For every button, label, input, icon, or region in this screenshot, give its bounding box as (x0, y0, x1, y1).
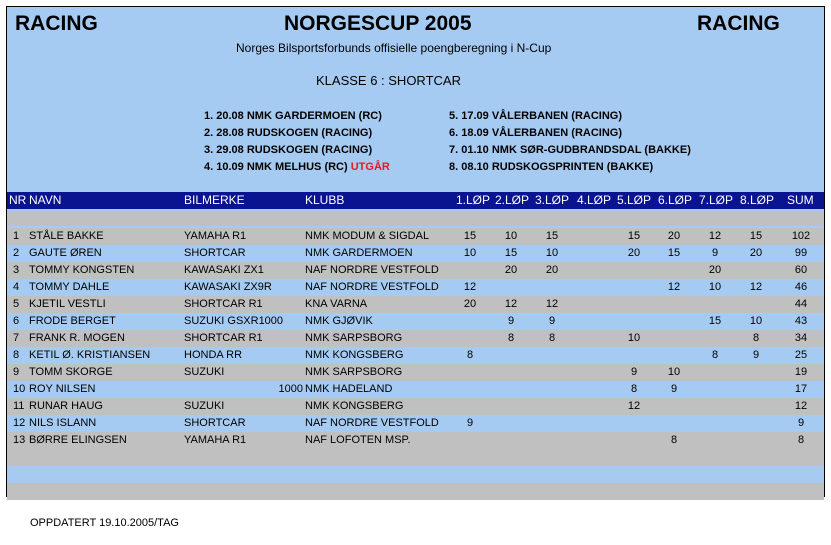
table-row (7, 330, 824, 347)
cell-klubb: NMK MODUM & SIGDAL (305, 230, 430, 242)
table-row (7, 347, 824, 364)
cell-klubb: NAF NORDRE VESTFOLD (305, 281, 439, 293)
col-lop-8: 8.LØP (740, 193, 775, 207)
cell-navn: TOMM SKORGE (29, 366, 113, 378)
cell-nr: 9 (13, 366, 20, 378)
cell-nr: 11 (13, 400, 25, 412)
cell-sum: 46 (794, 281, 808, 293)
cell-lop-1: 15 (463, 230, 477, 242)
cell-navn: KJETIL VESTLI (29, 298, 106, 310)
cell-lop-2: 12 (504, 298, 518, 310)
table-row (7, 262, 824, 279)
cell-lop-8: 9 (752, 349, 760, 361)
cell-bilmerke: SHORTCAR (184, 417, 246, 429)
cell-bilmerke: YAMAHA R1 (184, 434, 247, 446)
updated-label: OPPDATERT 19.10.2005/TAG (30, 517, 179, 529)
race-date: 28.08 (216, 127, 244, 139)
race-name: RUDSKOGSPRINTEN (BAKKE) (491, 161, 654, 173)
cell-sum: 25 (794, 349, 808, 361)
race-note: UTGÅR (350, 161, 390, 173)
cell-klubb: NAF NORDRE VESTFOLD (305, 417, 439, 429)
spacer-row (7, 211, 824, 226)
cell-lop-1: 20 (463, 298, 477, 310)
cell-bilmerke: SUZUKI (184, 366, 225, 378)
cell-lop-5: 15 (627, 230, 641, 242)
race-date: 20.08 (216, 110, 244, 122)
cell-navn: FRANK R. MOGEN (29, 332, 125, 344)
cell-navn: GAUTE ØREN (29, 247, 102, 259)
cell-lop-1: 12 (463, 281, 477, 293)
cell-bilmerke: SUZUKI (184, 400, 225, 412)
race-item (204, 144, 372, 156)
race-name: NMK MELHUS (RC) (246, 161, 348, 173)
col-lop-1: 1.LØP (456, 193, 491, 207)
race-name: NMK GARDERMOEN (RC) (246, 110, 382, 122)
col-navn: NAVN (29, 193, 62, 207)
race-number: 3. (204, 144, 214, 156)
cell-bilmerke: SHORTCAR (184, 247, 246, 259)
cell-klubb: NMK GJØVIK (305, 315, 373, 327)
cell-lop-1: 10 (463, 247, 477, 259)
col-lop-7: 7.LØP (699, 193, 734, 207)
cell-navn: ROY NILSEN (29, 383, 96, 395)
cell-nr: 12 (13, 417, 26, 429)
race-number: 1. (204, 110, 214, 122)
col-lop-2: 2.LØP (495, 193, 530, 207)
cell-nr: 2 (13, 247, 20, 259)
cell-navn: TOMMY KONGSTEN (29, 264, 135, 276)
col-klubb: KLUBB (305, 193, 345, 207)
cell-lop-7: 9 (711, 247, 719, 259)
cell-lop-3: 20 (545, 264, 559, 276)
race-item (449, 161, 653, 173)
race-name: RUDSKOGEN (RACING) (246, 144, 373, 156)
race-name: RUDSKOGEN (RACING) (246, 127, 373, 139)
cell-lop-2: 20 (504, 264, 518, 276)
cell-lop-6: 20 (667, 230, 681, 242)
cell-navn: RUNAR HAUG (29, 400, 103, 412)
race-date: 17.09 (461, 110, 489, 122)
table-row (7, 296, 824, 313)
cell-bilmerke: SHORTCAR R1 (184, 298, 263, 310)
race-name: VÅLERBANEN (RACING) (491, 110, 623, 122)
table-row (7, 381, 824, 398)
cell-lop-8: 20 (749, 247, 763, 259)
cell-klubb: KNA VARNA (305, 298, 368, 310)
cell-bilmerke: HONDA RR (184, 349, 243, 361)
col-lop-4: 4.LØP (577, 193, 612, 207)
cell-lop-5: 8 (630, 383, 638, 395)
cell-nr: 8 (13, 349, 20, 361)
cell-lop-5: 20 (627, 247, 641, 259)
cell-lop-3: 12 (545, 298, 559, 310)
cell-bilmerke: KAWASAKI ZX9R (184, 281, 272, 293)
cell-lop-3: 8 (548, 332, 556, 344)
cell-klubb: NMK KONGSBERG (305, 349, 404, 361)
cell-navn: FRODE BERGET (29, 315, 116, 327)
cell-lop-7: 20 (708, 264, 722, 276)
cell-lop-5: 10 (627, 332, 641, 344)
right-title: RACING (697, 12, 780, 35)
cell-lop-3: 15 (545, 230, 559, 242)
cell-navn: NILS ISLANN (29, 417, 97, 429)
cell-lop-6: 9 (670, 383, 678, 395)
cell-bilmerke: YAMAHA R1 (184, 230, 247, 242)
cell-lop-1: 8 (466, 349, 474, 361)
cell-klubb: NAF LOFOTEN MSP. (305, 434, 411, 446)
empty-row (7, 466, 824, 483)
cell-nr: 10 (13, 383, 26, 395)
cell-lop-2: 15 (504, 247, 518, 259)
table-row (7, 279, 824, 296)
race-date: 18.09 (461, 127, 489, 139)
cell-bilmerke: SHORTCAR R1 (184, 332, 263, 344)
subtitle: Norges Bilsportsforbunds offisielle poengberegning i N-Cup (236, 41, 552, 55)
cell-lop-8: 10 (749, 315, 763, 327)
race-number: 8. (449, 161, 459, 173)
cell-klubb: NAF NORDRE VESTFOLD (305, 264, 439, 276)
cell-klubb: NMK HADELAND (305, 383, 393, 395)
cell-lop-3: 10 (545, 247, 559, 259)
col-sum: SUM (787, 193, 814, 207)
cell-nr: 4 (13, 281, 20, 293)
race-number: 2. (204, 127, 214, 139)
cell-navn: BØRRE ELINGSEN (29, 434, 127, 446)
col-lop-5: 5.LØP (617, 193, 652, 207)
col-bilmerke: BILMERKE (184, 193, 245, 207)
cell-navn: KETIL Ø. KRISTIANSEN (29, 349, 151, 361)
race-item (449, 110, 622, 122)
cell-lop-1: 9 (466, 417, 474, 429)
cell-sum: 34 (794, 332, 808, 344)
cell-lop-7: 12 (708, 230, 722, 242)
col-nr: NR (9, 193, 27, 207)
table-row (7, 228, 824, 245)
race-number: 6. (449, 127, 459, 139)
race-date: 01.10 (461, 144, 489, 156)
race-date: 08.10 (461, 161, 489, 173)
left-title: RACING (15, 12, 98, 35)
empty-row (7, 483, 824, 500)
cell-sum: 17 (794, 383, 808, 395)
race-item (204, 161, 390, 173)
cell-lop-2: 9 (507, 315, 515, 327)
cell-sum: 102 (791, 230, 811, 242)
race-number: 5. (449, 110, 459, 122)
race-number: 4. (204, 161, 214, 173)
cell-lop-7: 10 (708, 281, 722, 293)
cell-lop-2: 8 (507, 332, 515, 344)
cell-bilmerke: KAWASAKI ZX1 (184, 264, 264, 276)
cell-lop-7: 8 (711, 349, 719, 361)
race-item (204, 110, 382, 122)
col-lop-6: 6.LØP (658, 193, 693, 207)
cell-sum: 44 (794, 298, 808, 310)
cell-nr: 5 (13, 298, 20, 310)
cell-lop-6: 15 (667, 247, 681, 259)
cell-sum: 12 (794, 400, 808, 412)
cell-sum: 8 (797, 434, 805, 446)
cell-lop-2: 10 (504, 230, 518, 242)
table-row (7, 398, 824, 415)
cell-lop-5: 9 (630, 366, 638, 378)
cell-nr: 6 (13, 315, 20, 327)
cell-bilmerke: SUZUKI GSXR1000 (184, 315, 284, 327)
cell-lop-6: 8 (670, 434, 678, 446)
cell-nr: 7 (13, 332, 20, 344)
race-item (449, 144, 691, 156)
cell-navn: TOMMY DAHLE (29, 281, 110, 293)
cell-klubb: NMK KONGSBERG (305, 400, 404, 412)
cell-sum: 99 (794, 247, 808, 259)
race-item (204, 127, 372, 139)
cell-lop-6: 12 (667, 281, 681, 293)
center-title: NORGESCUP 2005 (284, 12, 472, 35)
table-row (7, 313, 824, 330)
table-row (7, 364, 824, 381)
table-row (7, 415, 824, 432)
klasse-label: KLASSE 6 : SHORTCAR (316, 73, 461, 88)
cell-sum: 43 (794, 315, 808, 327)
cell-lop-3: 9 (548, 315, 556, 327)
cell-sum: 9 (797, 417, 805, 429)
race-name: VÅLERBANEN (RACING) (491, 127, 623, 139)
cell-sum: 19 (794, 366, 808, 378)
cell-lop-8: 12 (749, 281, 763, 293)
table-row (7, 432, 824, 449)
col-lop-3: 3.LØP (535, 193, 570, 207)
race-item (449, 127, 622, 139)
cell-klubb: NMK GARDERMOEN (305, 247, 413, 259)
cell-bilmerke: 1000 (278, 383, 303, 395)
cell-klubb: NMK SARPSBORG (305, 332, 403, 344)
table-header (7, 192, 824, 209)
race-name: NMK SØR-GUDBRANDSDAL (BAKKE) (491, 144, 691, 156)
results-sheet (6, 6, 825, 497)
cell-lop-8: 15 (749, 230, 763, 242)
cell-navn: STÅLE BAKKE (29, 230, 104, 242)
cell-lop-8: 8 (752, 332, 760, 344)
cell-nr: 13 (13, 434, 26, 446)
empty-row (7, 449, 824, 466)
race-date: 29.08 (216, 144, 244, 156)
cell-klubb: NMK SARPSBORG (305, 366, 403, 378)
cell-lop-5: 12 (627, 400, 641, 412)
race-number: 7. (449, 144, 459, 156)
table-row (7, 245, 824, 262)
cell-nr: 3 (13, 264, 20, 276)
cell-lop-6: 10 (667, 366, 681, 378)
cell-nr: 1 (13, 230, 20, 242)
race-date: 10.09 (216, 161, 244, 173)
cell-lop-7: 15 (708, 315, 722, 327)
cell-sum: 60 (794, 264, 808, 276)
